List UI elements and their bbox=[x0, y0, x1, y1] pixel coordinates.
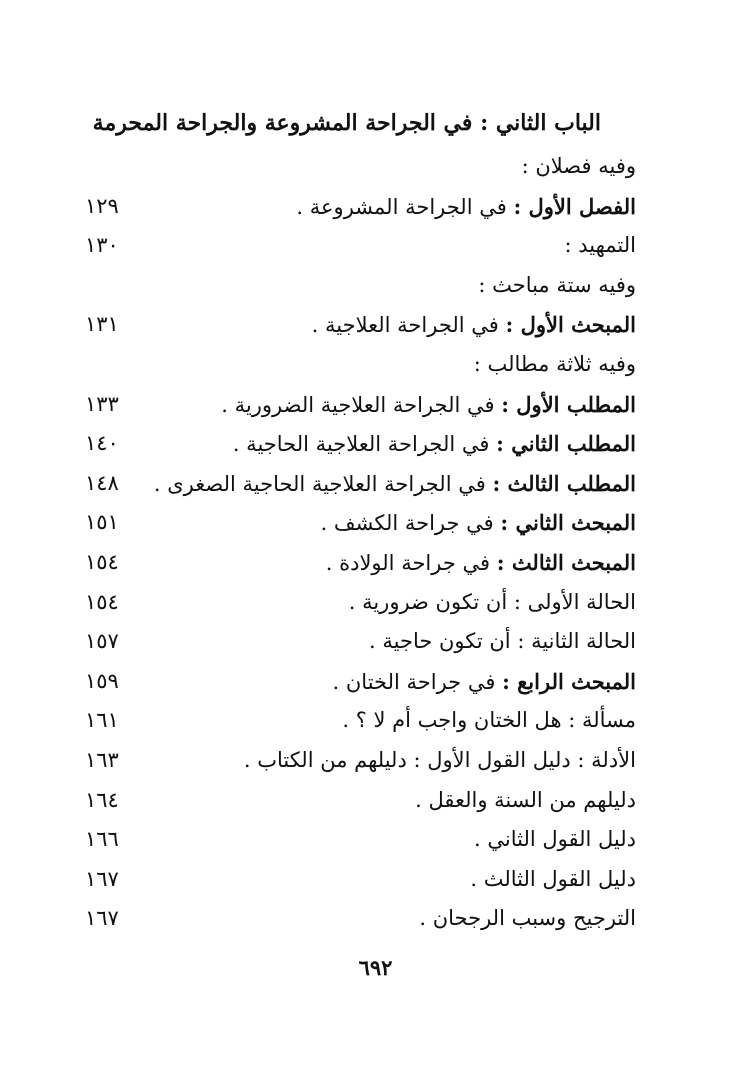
toc-entry-text: الترجيح وسبب الرجحان . bbox=[419, 906, 636, 931]
toc-entry-label: المبحث الثاني : bbox=[500, 510, 636, 536]
toc-entry bbox=[0, 899, 751, 939]
toc-entry bbox=[0, 226, 751, 266]
chapter-heading: الباب الثاني : في الجراحة المشروعة والجراحة المحرمة bbox=[92, 110, 601, 136]
toc-entry-title bbox=[116, 622, 636, 662]
toc-entry bbox=[0, 543, 751, 583]
toc-entry bbox=[0, 662, 751, 702]
toc-entry-page: ١٦٤ bbox=[85, 787, 119, 812]
toc-entry-page: ١٥٩ bbox=[85, 668, 119, 693]
toc-entry-text: دليلهم من السنة والعقل . bbox=[415, 787, 636, 812]
toc-entry-page: ١٥٧ bbox=[85, 629, 119, 654]
toc-entry-page: ١٤٨ bbox=[85, 470, 119, 495]
toc-entry bbox=[0, 741, 751, 781]
toc-entry-page: ١٦٧ bbox=[85, 906, 119, 931]
toc-entry-label: المطلب الثالث : bbox=[492, 470, 636, 496]
toc-entry-page: ١٣٣ bbox=[85, 391, 119, 416]
toc-entry-text: دليل القول الثاني . bbox=[474, 827, 636, 852]
toc-entry-label: المبحث الرابع : bbox=[502, 668, 636, 694]
page-number: ٦٩٢ bbox=[358, 955, 393, 980]
toc-entry-title bbox=[116, 424, 636, 465]
toc-entry-text: وفيه ستة مباحث : bbox=[478, 272, 636, 297]
toc-entry-title bbox=[116, 305, 636, 346]
toc-entry-title bbox=[116, 503, 636, 544]
toc-entry bbox=[0, 860, 751, 900]
toc-entry-page: ١٥١ bbox=[85, 510, 119, 535]
toc-entry-title bbox=[116, 266, 636, 306]
toc-entry-title bbox=[116, 345, 636, 385]
toc-entry-text: الحالة الثانية : أن تكون حاجية . bbox=[369, 629, 636, 654]
toc-entry bbox=[0, 424, 751, 464]
toc-entry-text: في جراحة الكشف . bbox=[320, 511, 494, 536]
toc-entry-text: الحالة الأولى : أن تكون ضرورية . bbox=[348, 589, 636, 614]
toc-list bbox=[0, 147, 751, 939]
toc-entry-title bbox=[116, 543, 636, 584]
toc-entry-text: مسألة : هل الختان واجب أم لا ؟ . bbox=[342, 708, 636, 733]
toc-entry-page: ١٦٦ bbox=[85, 827, 119, 852]
toc-entry bbox=[0, 820, 751, 860]
toc-entry-title bbox=[116, 820, 636, 860]
toc-entry bbox=[0, 464, 751, 504]
toc-entry-text: في جراحة الختان . bbox=[332, 669, 496, 694]
toc-entry-label: الفصل الأول : bbox=[513, 193, 636, 219]
toc-entry-text: في الجراحة العلاجية . bbox=[311, 313, 499, 338]
toc-entry-text: في الجراحة العلاجية الحاجية الصغرى . bbox=[153, 471, 486, 496]
toc-entry-text: في جراحة الولادة . bbox=[325, 550, 491, 575]
toc-entry-page: ١٥٤ bbox=[85, 549, 119, 574]
toc-entry bbox=[0, 385, 751, 425]
toc-entry bbox=[0, 147, 751, 187]
toc-entry-page: ١٦١ bbox=[85, 708, 119, 733]
toc-entry-label: المبحث الأول : bbox=[505, 312, 636, 338]
toc-entry-title bbox=[116, 385, 636, 426]
toc-entry-label: المطلب الأول : bbox=[501, 391, 636, 417]
toc-entry-title bbox=[116, 583, 636, 623]
toc-entry-text: الأدلة : دليل القول الأول : دليلهم من الكتاب . bbox=[243, 747, 636, 772]
toc-entry-page: ١٤٠ bbox=[85, 431, 119, 456]
toc-entry bbox=[0, 305, 751, 345]
toc-entry-text: وفيه فصلان : bbox=[521, 154, 636, 178]
toc-entry-title bbox=[116, 464, 636, 505]
toc-entry-title bbox=[116, 226, 636, 266]
toc-entry-title bbox=[116, 701, 636, 741]
toc-entry bbox=[0, 187, 751, 227]
toc-entry-label: المبحث الثالث : bbox=[496, 549, 636, 575]
toc-entry-page: ١٣٠ bbox=[85, 233, 119, 258]
toc-entry-title bbox=[116, 781, 636, 821]
toc-entry-label: المطلب الثاني : bbox=[496, 431, 636, 457]
toc-entry-text: في الجراحة العلاجية الحاجية . bbox=[232, 432, 490, 457]
toc-entry-title bbox=[116, 662, 636, 703]
toc-entry-page: ١٥٤ bbox=[85, 589, 119, 614]
toc-entry bbox=[0, 503, 751, 543]
toc-entry-title bbox=[116, 741, 636, 781]
toc-entry-page: ١٦٧ bbox=[85, 866, 119, 891]
toc-entry-text: في الجراحة المشروعة . bbox=[296, 194, 507, 219]
toc-entry bbox=[0, 701, 751, 741]
toc-entry-text: وفيه ثلاثة مطالب : bbox=[473, 351, 636, 376]
toc-entry-title bbox=[116, 860, 636, 900]
toc-entry-page: ١٢٩ bbox=[85, 193, 119, 218]
toc-entry bbox=[0, 583, 751, 623]
toc-entry-title bbox=[116, 147, 636, 187]
toc-entry-text: التمهيد : bbox=[564, 233, 636, 258]
toc-entry-text: في الجراحة العلاجية الضرورية . bbox=[221, 392, 495, 417]
toc-entry bbox=[0, 781, 751, 821]
toc-entry-title bbox=[116, 187, 636, 228]
toc-entry bbox=[0, 345, 751, 385]
toc-entry-page: ١٦٣ bbox=[85, 747, 119, 772]
toc-entry-title bbox=[116, 899, 636, 939]
toc-entry-page: ١٣١ bbox=[85, 312, 119, 337]
toc-entry bbox=[0, 266, 751, 306]
toc-entry bbox=[0, 622, 751, 662]
toc-entry-text: دليل القول الثالث . bbox=[470, 866, 636, 891]
